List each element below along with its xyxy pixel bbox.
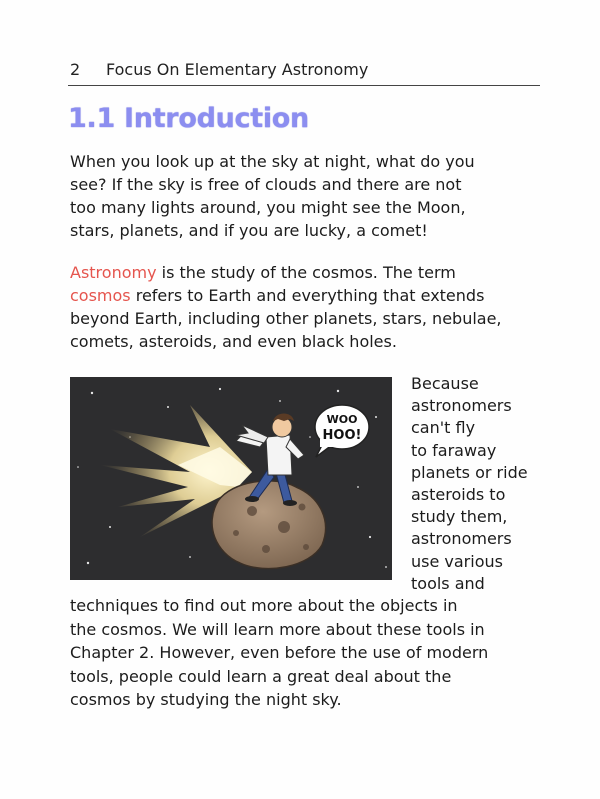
running-header [70, 60, 540, 79]
paragraph-intro [70, 150, 540, 242]
paragraph-continued [70, 594, 540, 712]
text-line: planets or ride [411, 462, 528, 482]
text-line: Because [411, 374, 479, 393]
astronomer-on-asteroid-illustration [70, 377, 392, 580]
text-line: comets, asteroids, and even black holes. [70, 332, 397, 351]
text-line: see? If the sky is free of clouds and there are not [70, 175, 462, 194]
page-number: 2 [70, 60, 81, 79]
asteroid [212, 481, 325, 569]
text-line: study them, [411, 507, 508, 527]
text-line: astronomers [411, 396, 512, 416]
text-line: beyond Earth, including other planets, stars, nebulae, [70, 309, 502, 328]
text-line: cosmos by studying the night sky. [70, 690, 342, 709]
paragraph-definition [70, 261, 540, 353]
text-line: too many lights around, you might see the Moon, [70, 198, 466, 217]
text-line [70, 261, 540, 284]
text-line: to faraway [411, 440, 497, 460]
speech-bubble-text-2: HOO! [322, 428, 362, 443]
text-line: tools and [411, 573, 485, 593]
text-line: the cosmos. We will learn more about these tools in [70, 619, 485, 639]
paragraph-wrap-around [411, 373, 551, 595]
header-rule [68, 85, 540, 86]
text-line [70, 284, 540, 307]
text-line: techniques to find out more about the objects in [70, 596, 458, 615]
text-line: use various [411, 551, 503, 571]
key-term-cosmos: cosmos [70, 286, 131, 305]
section-heading: 1.1 Introduction [68, 103, 309, 134]
text-line: asteroids to [411, 485, 506, 505]
text-fragment: refers to Earth and everything that extends [130, 286, 485, 305]
book-title: Focus On Elementary Astronomy [106, 60, 369, 79]
speech-bubble-text-1: WOO [326, 413, 358, 426]
text-fragment: is the study of the cosmos. The term [156, 263, 456, 282]
text-line: Chapter 2. However, even before the use of modern [70, 643, 489, 662]
illustration-art [70, 377, 392, 580]
text-line: tools, people could learn a great deal about the [70, 666, 452, 686]
text-line: stars, planets, and if you are lucky, a comet! [70, 221, 428, 240]
key-term-astronomy: Astronomy [70, 263, 157, 282]
text-line: When you look up at the sky at night, what do you [70, 152, 475, 171]
text-line: can't fly [411, 418, 476, 438]
text-line: astronomers [411, 529, 512, 549]
